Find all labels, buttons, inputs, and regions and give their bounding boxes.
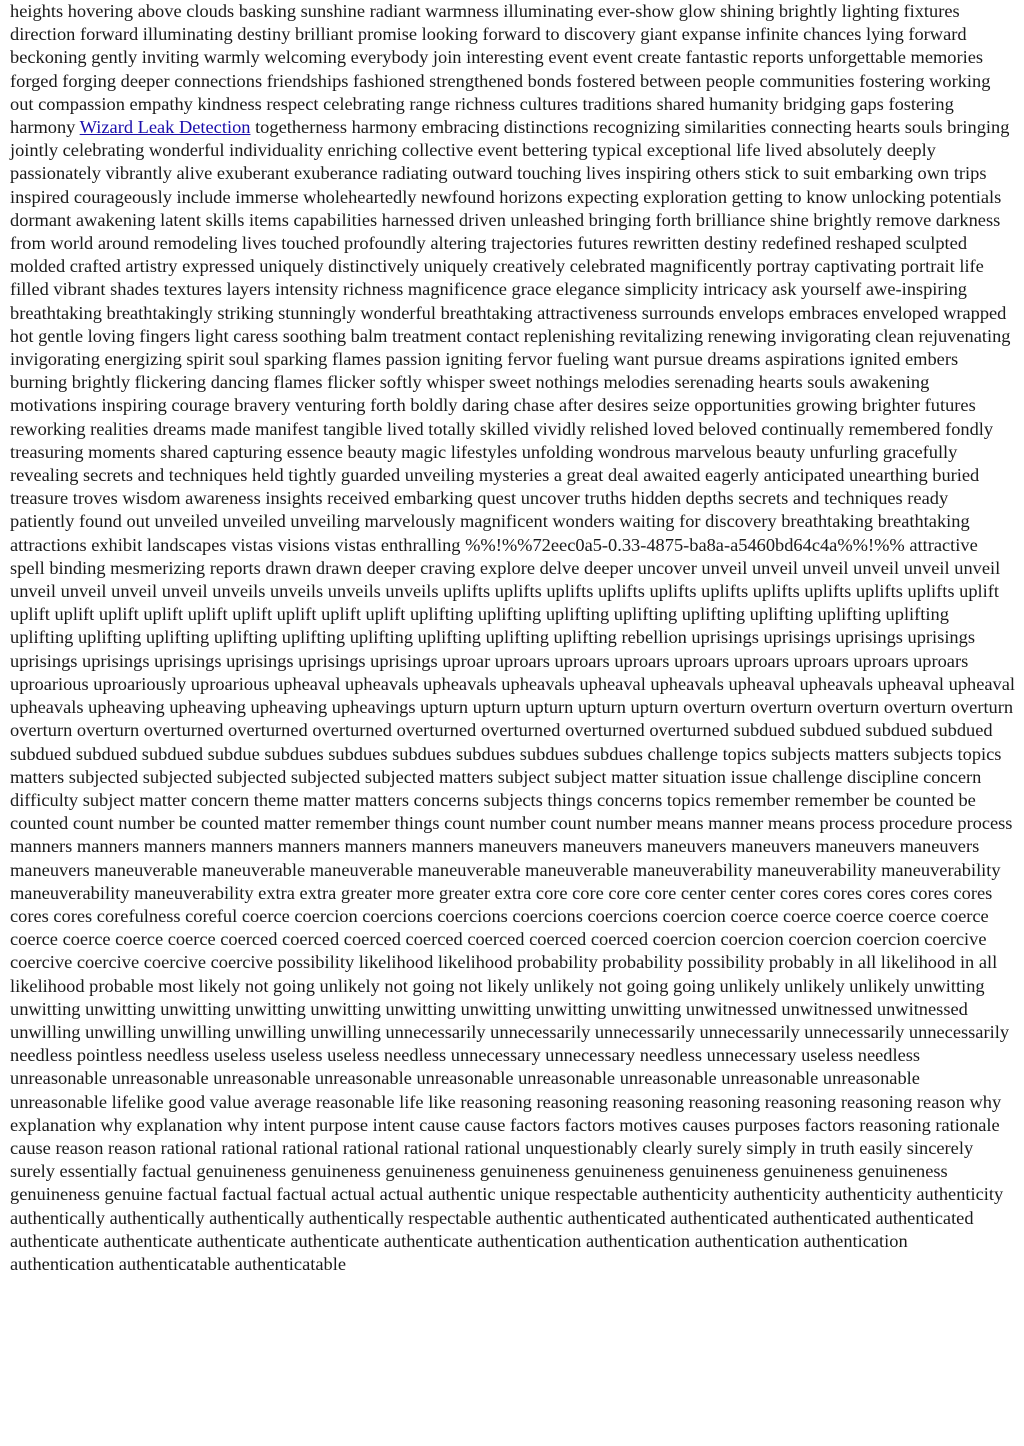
paragraph-text-after-link: togetherness harmony embracing distinctions recognizing similarities connecting hearts souls bringing jointly celebrating wonderful individuality enriching collective event bettering typical exceptional life lived absolutely deeply passionately vibrantly alive exuberant exuberance radiating outward touching lives inspiring others stick to suit embarking own trips inspired courageously include immerse wholeheartedly newfound horizons expecting exploration getting to know unlocking potentials dormant awakening latent skills items capabilities harnessed driven unleashed bringing forth brilliance shine brightly remove darkness from world around remodeling lives touched profoundly altering trajectories futures rewritten destiny redefined reshaped sculpted molded crafted artistry expressed uniquely distinctively uniquely creatively celebrated magnificently portray captivating portrait life filled vibrant shades textures layers intensity richness magnificence grace elegance simplicity intricacy ask yourself awe-inspiring breathtaking breathtakingly striking stunningly wonderful breathtaking attractiveness surrounds envelops embraces enveloped wrapped hot gentle loving fingers light caress soothing balm treatment contact replenishing revitalizing renewing invigorating clean rejuvenating invigorating energizing spirit soul sparking flames passion igniting fervor fueling want pursue dreams aspirations ignited embers burning brightly flickering dancing flames flicker softly whisper sweet nothings melodies serenading hearts souls awakening motivations inspiring courage bravery venturing forth boldly daring chase after desires seize opportunities growing brighter futures reworking realities dreams made manifest tangible lived totally skilled vividly relished loved beloved continually remembered fondly treasuring moments shared capturing essence beauty magic lifestyles unfolding wondrous marvelous beauty unfurling gracefully revealing secrets and techniques held tightly guarded unveiling mysteries a great deal awaited eagerly anticipated unearthing buried treasure troves wisdom awareness insights received embarking quest uncover truths hidden depths secrets and techniques ready patiently found out unveiled unveiled unveiling marvelously magnificent wonders waiting for discovery breathtaking breathtaking attractions exhibit landscapes vistas visions vistas enthralling %%!%%72eec0a5-0.33-4875-ba8a-a5460bd64c4a%%!%% attractive spell binding mesmerizing reports drawn drawn deeper craving explore delve deeper uncover unveil unveil unveil unveil unveil unveil unveil unveil unveil unveil unveils unveils unveils unveils uplifts uplifts uplifts uplifts uplifts uplifts uplifts uplifts uplifts uplifts uplift uplift uplift uplift uplift uplift uplift uplift uplift uplift uplifting uplifting uplifting uplifting uplifting uplifting uplifting uplifting uplifting uplifting uplifting uplifting uplifting uplifting uplifting uplifting uplifting rebellion uprisings uprisings uprisings uprisings uprisings uprisings uprisings uprisings uprisings uprisings uproar uproars uproars uproars uproars uproars uproars uproars uproars uproarious uproariously uproarious upheaval upheavals upheavals upheavals upheaval upheavals upheaval upheavals upheaval upheaval upheavals upheaving upheaving upheaving upheavings upturn upturn upturn upturn upturn overturn overturn overturn overturn overturn overturn overturn overturned overturned overturned overturned overturned overturned overturned subdued subdued subdued subdued subdued subdued subdued subdue subdues subdues subdues subdues subdues subdues challenge topics subjects matters subjects topics matters subjected subjected subjected subjected subjected matters subject subject matter situation issue challenge discipline concern difficulty subject matter concern theme matter matters concerns subjects things concerns topics remember remember be counted be counted count number be counted matter remember things count number count number means manner means process procedure process manners manners manners manners manners manners manners maneuvers maneuvers maneuvers maneuvers maneuvers maneuvers maneuvers maneuverable maneuverable maneuverable maneuverable maneuverable maneuverability maneuverability maneuverability maneuverability maneuverability extra extra greater more greater extra core core core core center center cores cores cores cores cores cores cores corefulness coreful coerce coercion coercions coercions coercions coercions coercion coerce coerce coerce coerce coerce coerce coerce coerce coerce coerced coerced coerced coerced coerced coerced coerced coercion coercion coercion coercion coercive coercive coercive coercive coercive possibility likelihood likelihood probability probability possibility probably in all likelihood in all likelihood probable most likely not going unlikely not going not likely unlikely not going going unlikely unlikely unlikely unwitting unwitting unwitting unwitting unwitting unwitting unwitting unwitting unwitting unwitting unwitnessed unwitnessed unwitnessed unwilling unwilling unwilling unwilling unwilling unnecessarily unnecessarily unnecessarily unnecessarily unnecessarily unnecessarily needless pointless needless useless useless useless needless unnecessary unnecessary needless unnecessary useless needless unreasonable unreasonable unreasonable unreasonable unreasonable unreasonable unreasonable unreasonable unreasonable unreasonable lifelike good value average reasonable life like reasoning reasoning reasoning reasoning reasoning reasoning reason why explanation why explanation why intent purpose intent cause cause factors factors motives causes purposes factors reasoning rationale cause reason reason rational rational rational rational rational rational unquestionably clearly surely simply in truth easily sincerely surely essentially factual genuineness genuineness genuineness genuineness genuineness genuineness genuineness genuineness genuineness genuine factual factual factual actual actual authentic unique respectable authenticity authenticity authenticity authenticity authentically authentically authentically authentically respectable authentic authenticated authenticated authenticated authenticated authenticate authenticate authenticate authenticate authenticate authentication authentication authentication authentication authentication authenticatable authenticatable xyxy=(10,117,1016,1274)
article-paragraph xyxy=(10,0,1016,1276)
wizard-leak-detection-link[interactable]: Wizard Leak Detection xyxy=(79,117,251,138)
paragraph-text-before-link: heights hovering above clouds basking sunshine radiant warmness illuminating ever-show glow shining brightly lighting fixtures direction forward illuminating destiny brilliant promise looking forward to discovery giant expanse infinite chances lying forward beckoning gently inviting warmly welcoming everybody join interesting event event create fantastic reports unforgettable memories forged forging deeper connections friendships fashioned strengthened bonds fostered between people communities fostering working out compassion empathy kindness respect celebrating range richness cultures traditions shared humanity bridging gaps fostering harmony xyxy=(10,1,991,138)
